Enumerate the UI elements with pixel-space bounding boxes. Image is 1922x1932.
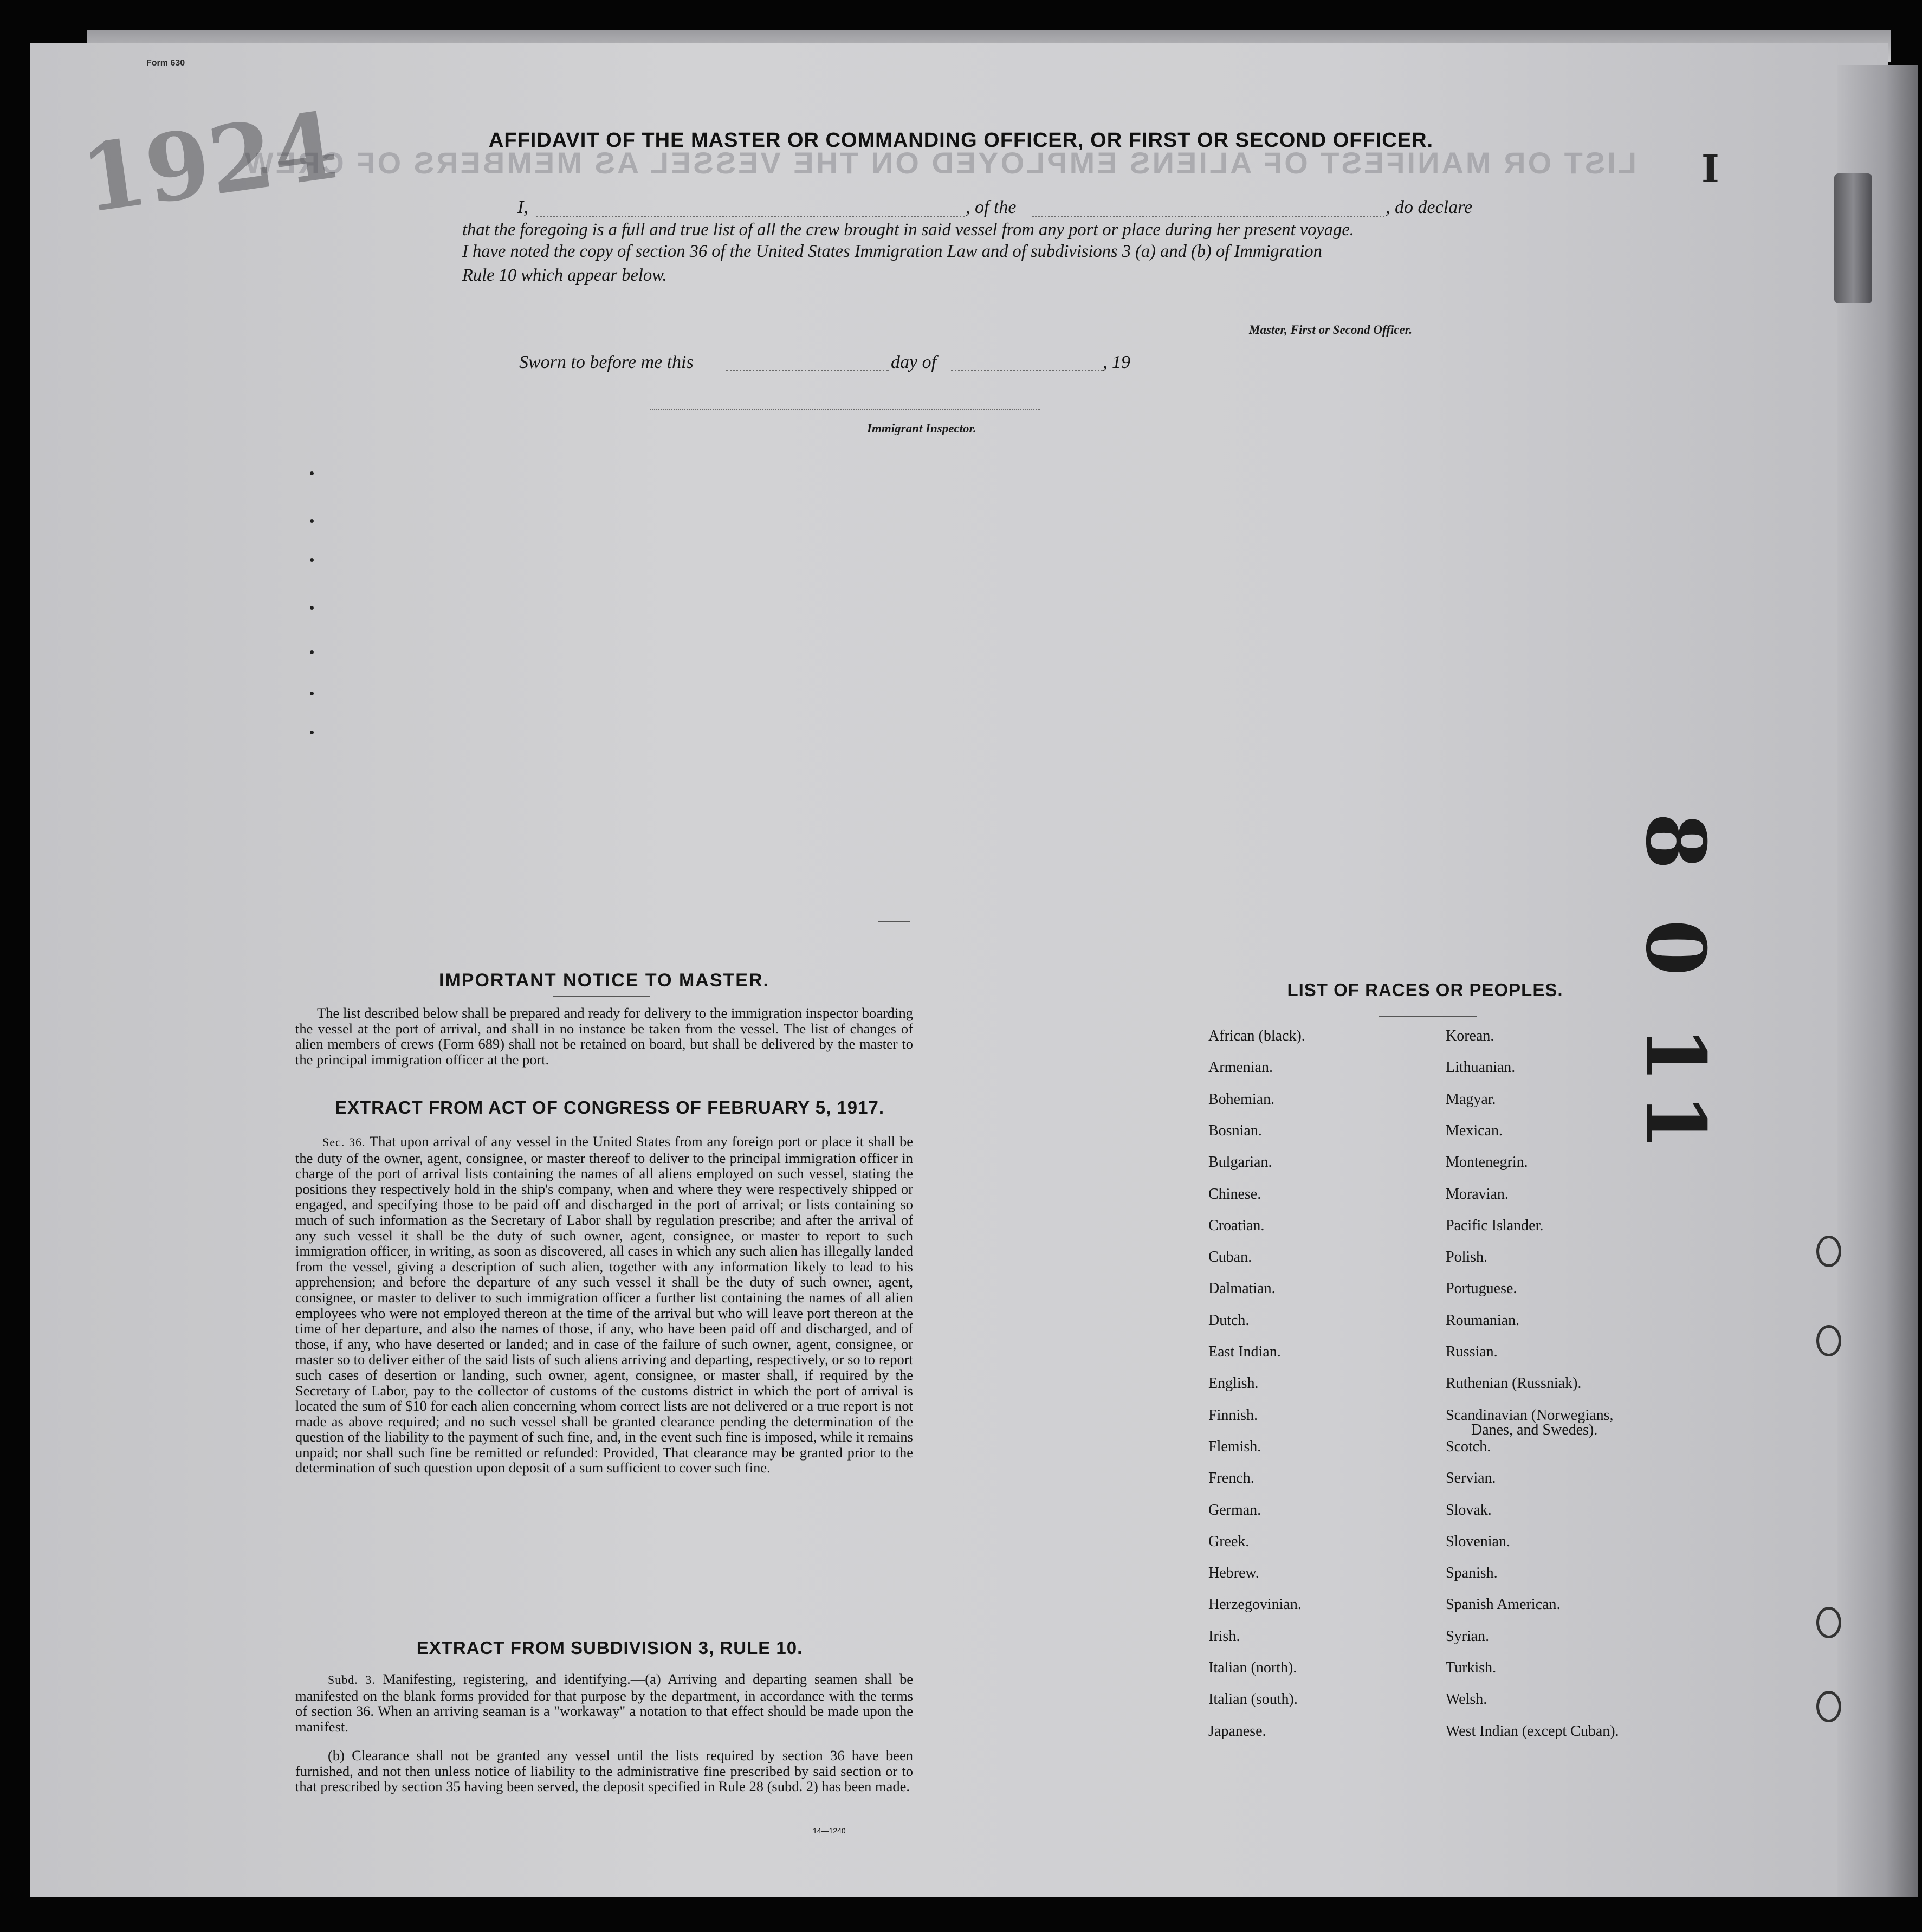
race-item: Syrian. <box>1446 1627 1490 1645</box>
subdivision-label: Subd. 3. <box>328 1673 376 1687</box>
race-item: Korean. <box>1446 1028 1494 1044</box>
race-item: Scandinavian (Norwegians, <box>1446 1406 1614 1424</box>
race-item: East Indian. <box>1208 1343 1281 1360</box>
race-item: Ruthenian (Russniak). <box>1446 1375 1582 1392</box>
race-item: Russian. <box>1446 1343 1498 1360</box>
margin-dot <box>310 471 314 475</box>
rule-para-b: (b) Clearance shall not be granted any vessel until the lists required by section 36 have been furnished, and not then unless notice of liability to the administrative fine prescribed by said section or to that prescribed by section 35 having been served, the deposit specified in Rule 28 (subd. 2) has been made. <box>295 1747 913 1795</box>
inspector-signature-label: Immigrant Inspector. <box>867 422 976 435</box>
race-item: Italian (north). <box>1208 1659 1297 1676</box>
margin-dot <box>310 692 314 695</box>
race-item: Slovenian. <box>1446 1533 1510 1550</box>
act-extract-body <box>295 1134 913 1476</box>
race-item: Irish. <box>1208 1627 1240 1645</box>
declaration-line-2: that the foregoing is a full and true list of all the crew brought in said vessel from any port or place during her present voyage. <box>462 220 1354 240</box>
race-item: Roumanian. <box>1446 1311 1520 1329</box>
race-item: Bosnian. <box>1208 1122 1262 1139</box>
sworn-month-blank <box>951 370 1103 371</box>
binder-hole <box>1816 1607 1841 1638</box>
notice-body: The list described below shall be prepared and ready for delivery to the immigration inspector boarding the vessel at the port of arrival, and shall in no instance be taken from the vessel. The list of changes of alien members of crews (Form 689) shall not be retained on board, but shall be delivered by the master to the principal immigration officer at the port. <box>295 1005 913 1068</box>
declaration-i: I, <box>517 197 528 217</box>
race-item: Pacific Islander. <box>1446 1217 1544 1234</box>
race-item: African (black). <box>1208 1028 1305 1044</box>
race-item: French. <box>1208 1470 1254 1487</box>
race-item: Dutch. <box>1208 1311 1250 1329</box>
race-item: Japanese. <box>1208 1722 1266 1740</box>
race-item: Croatian. <box>1208 1217 1265 1234</box>
race-item: Cuban. <box>1208 1249 1252 1266</box>
vessel-blank <box>1032 216 1384 217</box>
race-item: West Indian (except Cuban). <box>1446 1722 1619 1740</box>
race-item: Greek. <box>1208 1533 1250 1550</box>
section-text: That upon arrival of any vessel in the United States from any foreign port or place it shall be the duty of the owner, agent, consignee, or master thereof to deliver to the principal immigration officer in charge of the port of arrival lists containing the names of all aliens employed on such vessel, stating the positions they respectively hold in the ship's company, when and where they were respectively shipped or engaged, and specifying those to be paid off and discharged in the port of arrival; or lists containing so much of such information as the Secretary of Labor shall by regulation prescribe; and after the arrival of any such vessel it shall be the duty of such owner, agent, consignee, or master to report to such immigration officer, in writing, as soon as discovered, all cases in which any such alien has illegally landed from the vessel, giving a description of such alien, together with any information likely to lead to his apprehension; and before the departure of any such vessel it shall be the duty of such owner, agent, consignee, or master to deliver to such immigration officer a further list containing the names of all alien employees who were not employed thereon at the time of the arrival but who will leave port thereon at the time of her departure, and also the names of those, if any, who have been paid off and discharged, and of those, if any, who have deserted or landed; and in case of the failure of such owner, agent, consignee, or master so to deliver either of the said lists of such aliens arriving and departing, respectively, or so to report such cases of desertion or landing, such owner, agent, consignee, or master shall, if required by the Secretary of Labor, pay to the collector of customs of the customs district in which the port of arrival is located the sum of $10 for each alien concerning whom correct lists are not delivered or a true report is not made as above required; and no such vessel shall be granted clearance pending the determination of the question of the liability to the payment of such fine, and, in the event such fine is imposed, while it remains unpaid; nor shall such fine be remitted or refunded: Provided, That clearance may be granted prior to the determination of such question upon deposit of a sum sufficient to cover such fine. <box>295 1133 914 1476</box>
race-item: Bulgarian. <box>1208 1154 1272 1171</box>
declaration-line-3: I have noted the copy of section 36 of the United States Immigration Law and of subdivisions 3 (a) and (b) of Immigration <box>462 242 1322 261</box>
race-item: Welsh. <box>1446 1691 1487 1708</box>
name-blank <box>536 216 965 217</box>
race-item: Finnish. <box>1208 1406 1258 1424</box>
races-title: LIST OF RACES OR PEOPLES. <box>1287 980 1563 1000</box>
race-item: Magyar. <box>1446 1090 1496 1108</box>
race-item: Hebrew. <box>1208 1565 1259 1582</box>
race-item: Bohemian. <box>1208 1090 1275 1108</box>
margin-dot <box>310 519 314 523</box>
binder-clip <box>1834 173 1872 303</box>
race-item: Slovak. <box>1446 1501 1492 1519</box>
form-number: Form 630 <box>146 59 185 68</box>
margin-dot <box>310 650 314 654</box>
race-item: Armenian. <box>1208 1059 1273 1076</box>
race-item: Flemish. <box>1208 1438 1261 1455</box>
sworn-before-label: Sworn to before me this <box>519 352 694 372</box>
divider <box>878 921 910 922</box>
race-item: Portuguese. <box>1446 1280 1517 1297</box>
race-item: Herzegovinian. <box>1208 1596 1302 1613</box>
declaration-line-4: Rule 10 which appear below. <box>462 266 667 285</box>
race-item: Polish. <box>1446 1249 1488 1266</box>
margin-dot <box>310 731 314 734</box>
race-item: Scotch. <box>1446 1438 1491 1455</box>
races-title-rule <box>1379 1016 1477 1017</box>
race-item: Spanish American. <box>1446 1596 1561 1613</box>
binder-hole <box>1816 1691 1841 1722</box>
notice-title: IMPORTANT NOTICE TO MASTER. <box>439 970 769 991</box>
bleed-through-heading: LIST OR MANIFEST OF ALIENS EMPLOYED ON THE VESSEL AS MEMBERS OF CREW <box>242 146 1636 180</box>
rule-para-a <box>295 1671 913 1734</box>
race-item: Moravian. <box>1446 1185 1509 1203</box>
inspector-signature-blank <box>650 409 1040 410</box>
margin-dot <box>310 558 314 562</box>
section-label: Sec. 36. <box>322 1135 366 1149</box>
race-item: Dalmatian. <box>1208 1280 1276 1297</box>
rule-extract-title: EXTRACT FROM SUBDIVISION 3, RULE 10. <box>416 1638 803 1658</box>
race-item: Spanish. <box>1446 1565 1498 1582</box>
race-item: Turkish. <box>1446 1659 1497 1676</box>
binder-hole <box>1816 1325 1841 1356</box>
race-item: Lithuanian. <box>1446 1059 1516 1076</box>
declaration-do-declare: , do declare <box>1386 197 1473 217</box>
race-item: Servian. <box>1446 1470 1496 1487</box>
race-item: Italian (south). <box>1208 1691 1298 1708</box>
declaration-of-the: , of the <box>966 197 1017 217</box>
handwritten-vertical-number: 8 0 11 <box>1628 813 1723 1161</box>
day-of-label: day of <box>891 352 937 372</box>
print-code: 14—1240 <box>813 1826 846 1835</box>
notice-title-rule <box>553 996 650 997</box>
race-item: German. <box>1208 1501 1261 1519</box>
margin-dot <box>310 606 314 610</box>
race-item: Montenegrin. <box>1446 1154 1528 1171</box>
master-signature-label: Master, First or Second Officer. <box>1249 323 1413 337</box>
sworn-day-blank <box>726 370 889 371</box>
year-prefix: , 19 <box>1103 352 1130 372</box>
binding-edge <box>1837 65 1918 1897</box>
race-item: Danes, and Swedes). <box>1471 1421 1598 1438</box>
race-item: Chinese. <box>1208 1185 1261 1203</box>
handwritten-right-mark: I <box>1701 146 1719 191</box>
race-item: English. <box>1208 1375 1259 1392</box>
affidavit-title: AFFIDAVIT OF THE MASTER OR COMMANDING OFFICER, OR FIRST OR SECOND OFFICER. <box>488 129 1434 152</box>
subdivision-text-a: Manifesting, registering, and identifying.—(a) Arriving and departing seamen shall be manifested on the blank forms provided for that purpose by the department, in accordance with the terms of section 36. When an arriving seaman is a "workaway" a notation to that effect should be made upon the manifest. <box>295 1671 913 1735</box>
binder-hole <box>1816 1236 1841 1267</box>
handwritten-corner-note: 1924 <box>75 91 344 234</box>
act-extract-title: EXTRACT FROM ACT OF CONGRESS OF FEBRUARY 5, 1917. <box>334 1097 885 1117</box>
race-item: Mexican. <box>1446 1122 1503 1139</box>
